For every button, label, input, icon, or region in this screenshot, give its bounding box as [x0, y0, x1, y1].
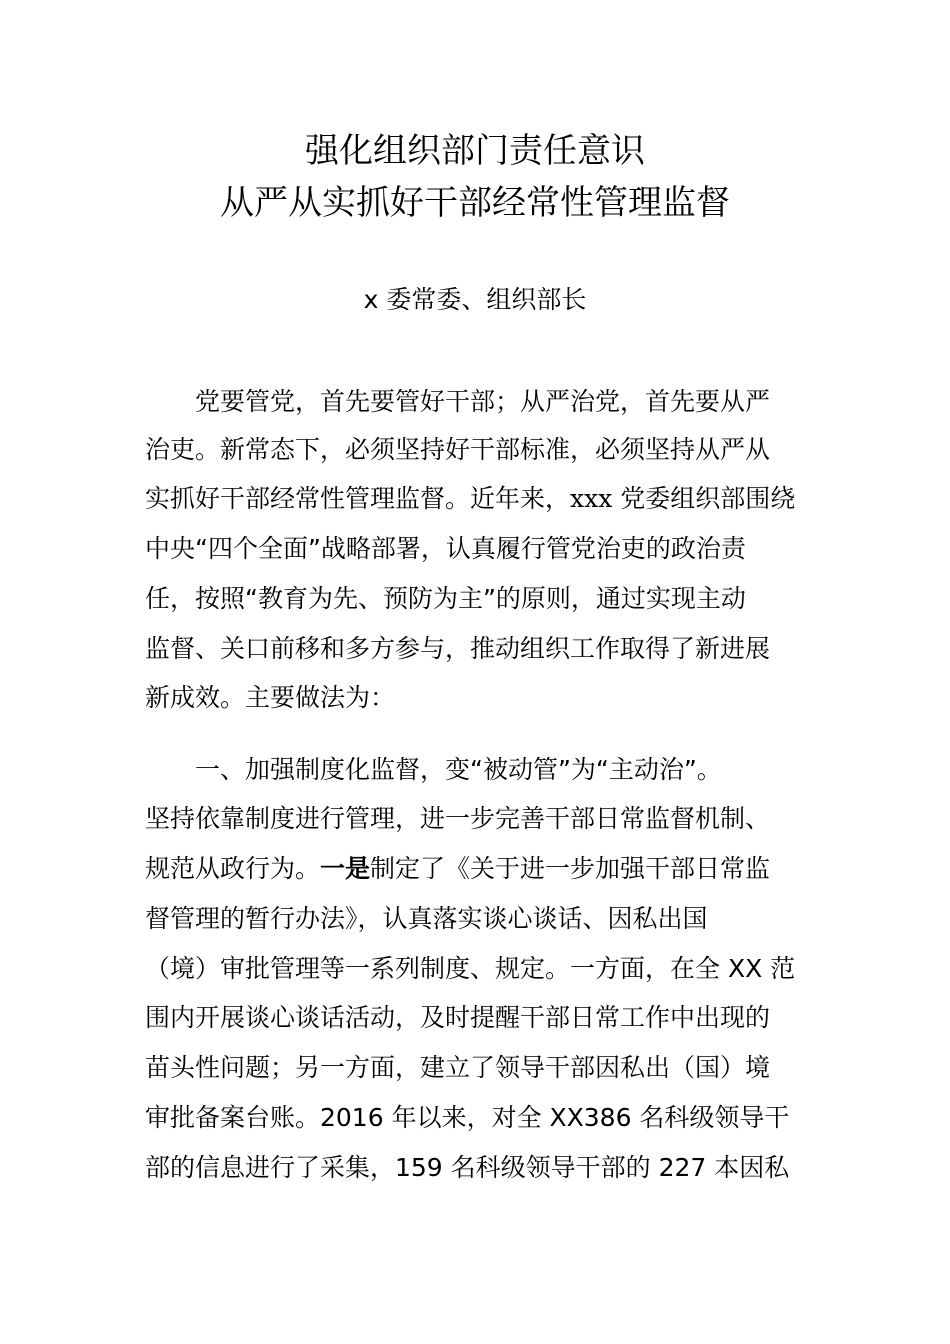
section-1-line-3-text-a: 规范从政行为。 [145, 854, 321, 883]
title-line-2: 从严从实抓好干部经常性管理监督 [220, 183, 730, 223]
section-1-line-3-text-b: 制定了《关于进一步加强干部日常监 [370, 854, 771, 883]
intro-line-3 [145, 483, 795, 515]
section-1-line-4: 督管理的暂行办法》，认真落实谈心谈话、因私出国 [145, 904, 708, 933]
intro-line-3-text-a: 实抓好干部经常性管理监督。近年来， [145, 484, 571, 513]
section-1-line-3 [145, 853, 770, 885]
section-1-line-5: （境）审批管理等一系列制度、规定。一方面，在全 XX 范 [145, 954, 796, 983]
section-1-line-6: 围内开展谈心谈话活动，及时提醒干部日常工作中出现的 [145, 1003, 771, 1032]
section-1-point-one: 一是 [320, 854, 371, 883]
section-1-line-8: 审批备案台账。2016 年以来，对全 XX386 名科级领导干 [145, 1103, 790, 1132]
intro-line-6: 监督、关口前移和多方参与，推动组织工作取得了新进展 [145, 634, 771, 663]
intro-line-3-text-b: 党委组织部围绕 [612, 484, 796, 513]
intro-line-5: 任，按照“教育为先、预防为主”的原则，通过实现主动 [145, 584, 746, 613]
intro-line-3-xxx: xxx [570, 484, 613, 513]
intro-line-1: 党要管党，首先要管好干部；从严治党，首先要从严 [195, 387, 771, 416]
section-1-line-9: 部的信息进行了采集，159 名科级领导干部的 227 本因私 [145, 1153, 790, 1182]
intro-line-4: 中央“四个全面”战略部署，认真履行管党治吏的政治责 [145, 534, 746, 563]
section-1-line-7: 苗头性问题；另一方面，建立了领导干部因私出（国）境 [145, 1053, 771, 1082]
intro-line-7: 新成效。主要做法为： [145, 683, 396, 712]
section-1-line-2: 坚持依靠制度进行管理，进一步完善干部日常监督机制、 [145, 804, 771, 833]
title-line-1: 强化组织部门责任意识 [305, 131, 645, 171]
intro-line-2: 治吏。新常态下，必须坚持好干部标准，必须坚持从严从 [145, 435, 771, 464]
section-1-heading: 一、加强制度化监督，变“被动管”为“主动治”。 [195, 755, 722, 784]
author-byline: x 委常委、组织部长 [363, 285, 587, 314]
